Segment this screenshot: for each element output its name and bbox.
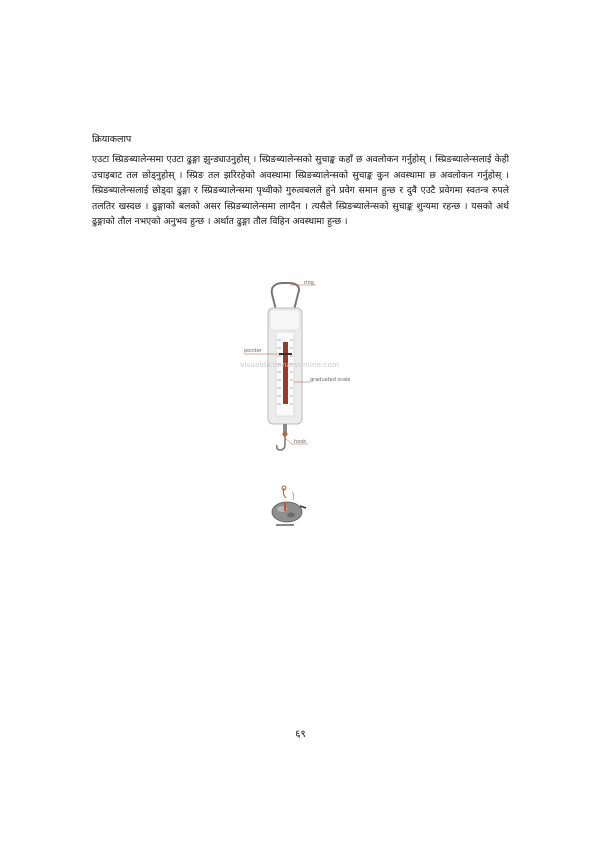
- ring-label: ring: [304, 280, 314, 286]
- stone-illustration: [268, 484, 312, 530]
- graduated-scale-label: graduated scale: [310, 377, 351, 383]
- stone-figure: [268, 484, 312, 530]
- figure-watermark: visualdictionaryonline.com: [240, 361, 340, 369]
- activity-paragraph: एउटा स्प्रिङब्यालेन्समा एउटा ढुङ्गा झुन्ड्याउनुहोस् । स्प्रिङब्यालेन्सको सुचाङ्क कहाँ छ अवलोकन गर्नुहोस् । स्प्रिङब्यालेन्सलाई केही उचाइबाट तल छोड्नुहोस् । स्प्रिङ तल झरिरहेको अवस्थामा स्प्रिङब्यालेन्सको सुचाङ्क कुन अवस्थामा छ अवलोकन गर्नुहोस् । स्प्रिङब्यालेन्सलाई छोड्दा ढुङ्गा र स्प्रिङब्यालेन्समा पृथ्वीको गुरुत्वबलले हुने प्रवेग समान हुन्छ र दुवै एउटै प्रवेगमा स्वतन्त्र रुपले तलतिर खस्दछ । ढुङ्गाको बलको असर स्प्रिङब्यालेन्समा लाग्दैन । त्यसैले स्प्रिङब्यालेन्सको सुचाङ्क शुन्यमा रहन्छ । यसको अर्थ ढुङ्गाको तौल नभएको अनुभव हुन्छ । अर्थात ढुङ्गा तौल विहिन अवस्थामा हुन्छ ।: [92, 154, 509, 228]
- pointer-label: pointer: [244, 348, 262, 354]
- page-number: ६९: [295, 729, 306, 740]
- activity-heading: क्रियाकलाप: [92, 134, 132, 145]
- spring-balance-figure: [232, 276, 372, 456]
- hook-label: hook: [294, 439, 307, 445]
